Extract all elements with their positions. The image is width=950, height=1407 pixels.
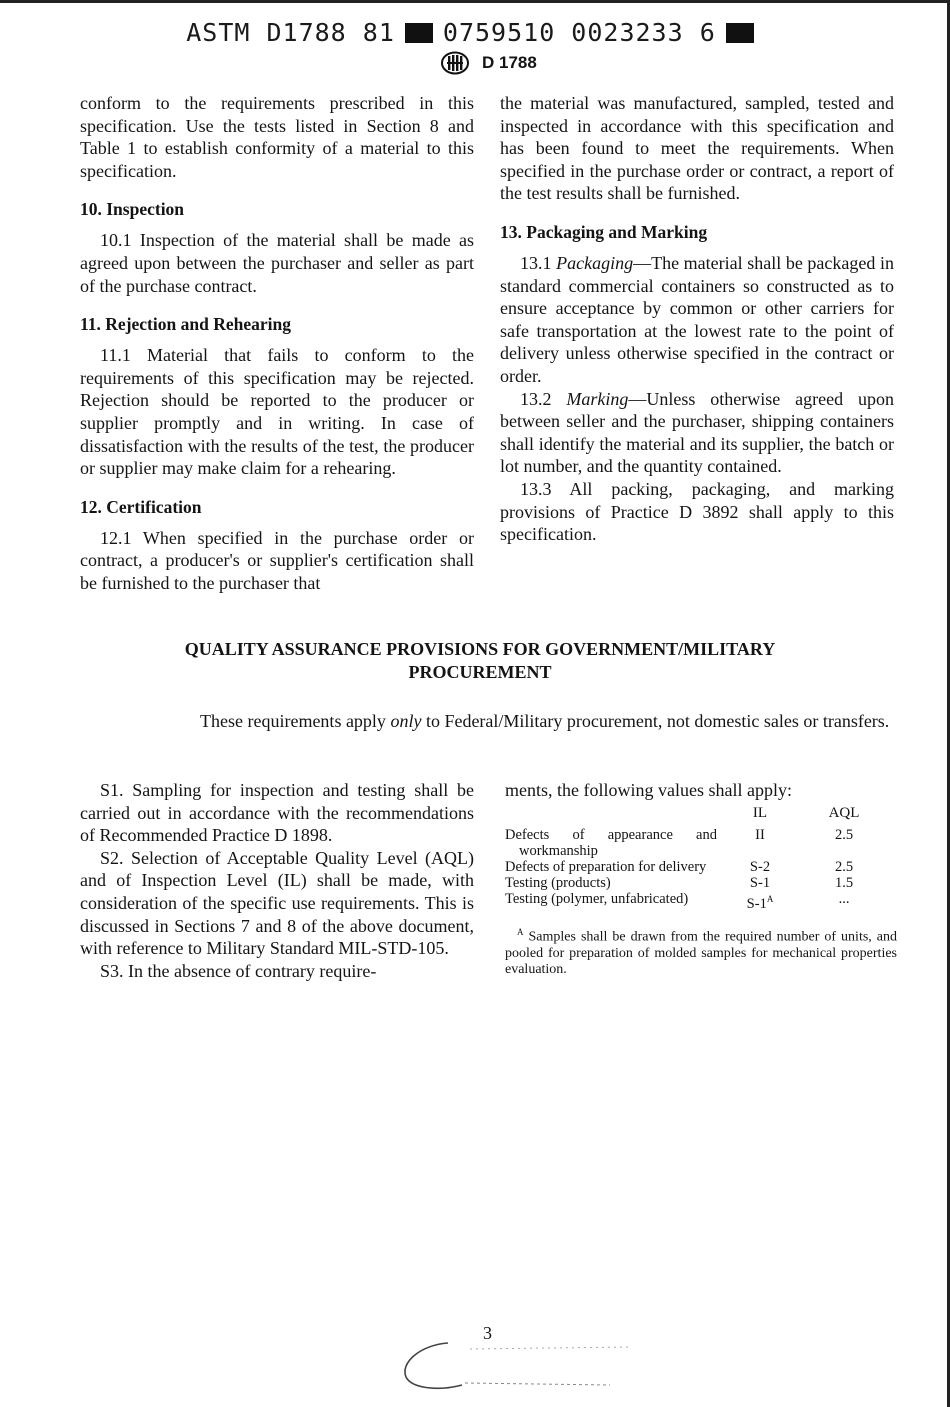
- table-cell-defect: Defects of appearance and workmanship: [505, 827, 717, 859]
- section-10-heading: 10. Inspection: [80, 199, 185, 220]
- table-cell-il: S-1: [749, 875, 771, 891]
- paragraph-13-2-number: 13.2: [520, 388, 552, 409]
- footnote-mark: A: [517, 926, 524, 937]
- supplement-s3: S3. In the absence of contrary require-: [100, 960, 377, 981]
- table-row: [505, 859, 885, 875]
- paragraph-13-2: [500, 388, 894, 478]
- table-cell-defect: Defects of preparation for delivery: [505, 859, 707, 875]
- document-code-header: [0, 18, 950, 47]
- supplement-s3-continued: ments, the following values shall apply:: [505, 780, 792, 800]
- paragraph-12-1: 12.1 When specified in the purchase order or contract, a producer's or supplier's certification shall be furnished to the purchaser that: [80, 527, 474, 593]
- paragraph-13-1-label: Packaging: [556, 252, 634, 273]
- aql-table: [505, 805, 885, 912]
- footnote-text: Samples shall be drawn from the required number of units, and pooled for preparation of molded samples for mechanical properties evaluation.: [505, 929, 897, 978]
- qa-right-column: [505, 779, 897, 993]
- paragraph-13-1: [500, 252, 894, 388]
- table-cell-il-value: S-1: [746, 895, 767, 912]
- supplement-s1: S1. Sampling for inspection and testing shall be carried out in accordance with the recommendations of Recommended Practice D 1898.: [80, 780, 474, 846]
- table-cell-aql: 2.5: [834, 827, 854, 843]
- table-cell-defect: Testing (products): [505, 875, 611, 891]
- column-header-il: IL: [752, 805, 768, 821]
- paragraph-13-3: 13.3 All packing, packaging, and marking provisions of Practice D 3892 shall apply to this specification.: [500, 478, 894, 545]
- qa-intro-part-b: to Federal/Military procurement, not domestic sales or transfers.: [421, 711, 890, 731]
- black-block-mark: [726, 23, 754, 43]
- table-cell-defect: Testing (polymer, unfabricated): [505, 891, 689, 907]
- paragraph-13-2-label: Marking: [566, 388, 629, 409]
- qa-intro-part-a: These requirements apply: [200, 711, 391, 731]
- table-cell-il: [717, 891, 803, 912]
- table-header-row: [505, 805, 885, 827]
- paragraph-11-1: 11.1 Material that fails to conform to the requirements of this specification may be rejected. Rejection should be reported to the producer or supplier promptly and in writing. In case of dissatisfaction with the results of the test, the producer or supplier may make claim for a rehearing.: [80, 345, 474, 479]
- paragraph-13-2-text: —Unless otherwise agreed upon between seller and the purchaser, shipping containers shall identify the material and its supplier, the batch or lot number, and the quantity contained.: [500, 388, 894, 477]
- paragraph-13-1-text: —The material shall be packaged in standard commercial containers so constructed as to ensure acceptance by common or other carriers for safe transportation at the lowest rate to the point of delivery unless otherwise specified in the contract or order.: [500, 252, 894, 386]
- table-row: [505, 827, 885, 859]
- footnote-reference: A: [766, 894, 774, 904]
- supplement-s2: S2. Selection of Acceptable Quality Level (AQL) and of Inspection Level (IL) shall be made, with consideration of the specific use requirements. This is discussed in Sections 7 and 8 of the above document, with reference to Military Standard MIL-STD-105.: [80, 847, 474, 959]
- qa-intro: [158, 709, 898, 733]
- designation-number: D 1788: [482, 53, 537, 72]
- page-header: [440, 50, 537, 76]
- table-cell-aql: 2.5: [834, 859, 854, 875]
- table-cell-aql: 1.5: [834, 875, 854, 891]
- paragraph-13-1-number: 13.1: [520, 252, 552, 273]
- table-footnote: [505, 924, 897, 979]
- page-number: 3: [483, 1323, 492, 1343]
- code-right: 0759510 0023233 6: [442, 18, 716, 47]
- left-column: [80, 92, 474, 595]
- qa-section-title: QUALITY ASSURANCE PROVISIONS FOR GOVERNMENT/MILITARY PROCUREMENT: [184, 639, 776, 682]
- section-11-heading: 11. Rejection and Rehearing: [80, 314, 291, 335]
- paragraph-continuation: conform to the requirements prescribed in this specification. Use the tests listed in Section 8 and Table 1 to establish conformity of a material to this specification.: [80, 93, 474, 181]
- table-cell-aql: ...: [838, 891, 850, 907]
- black-block-mark: [405, 23, 433, 43]
- scan-border-top: [0, 0, 950, 3]
- column-header-aql: AQL: [828, 805, 860, 821]
- scan-stamp-mark-icon: [380, 1335, 680, 1395]
- table-row: [505, 875, 885, 891]
- code-left: ASTM D1788 81: [186, 18, 395, 47]
- table-cell-il: II: [755, 827, 765, 843]
- section-12-heading: 12. Certification: [80, 496, 202, 517]
- right-column: [500, 92, 894, 546]
- paragraph-12-1-continued: the material was manufactured, sampled, tested and inspected in accordance with this specification and has been found to meet the requirements. When specified in the purchase order or contract, a report of the test results shall be furnished.: [500, 93, 894, 204]
- qa-intro-emphasis: only: [390, 711, 422, 731]
- astm-logo-icon: [440, 51, 470, 75]
- qa-left-column: [80, 779, 474, 982]
- paragraph-10-1: 10.1 Inspection of the material shall be made as agreed upon between the purchaser and seller as part of the purchase contract.: [80, 230, 474, 296]
- section-13-heading: 13. Packaging and Marking: [500, 221, 708, 242]
- table-cell-il: S-2: [749, 859, 771, 875]
- table-row: [505, 891, 885, 912]
